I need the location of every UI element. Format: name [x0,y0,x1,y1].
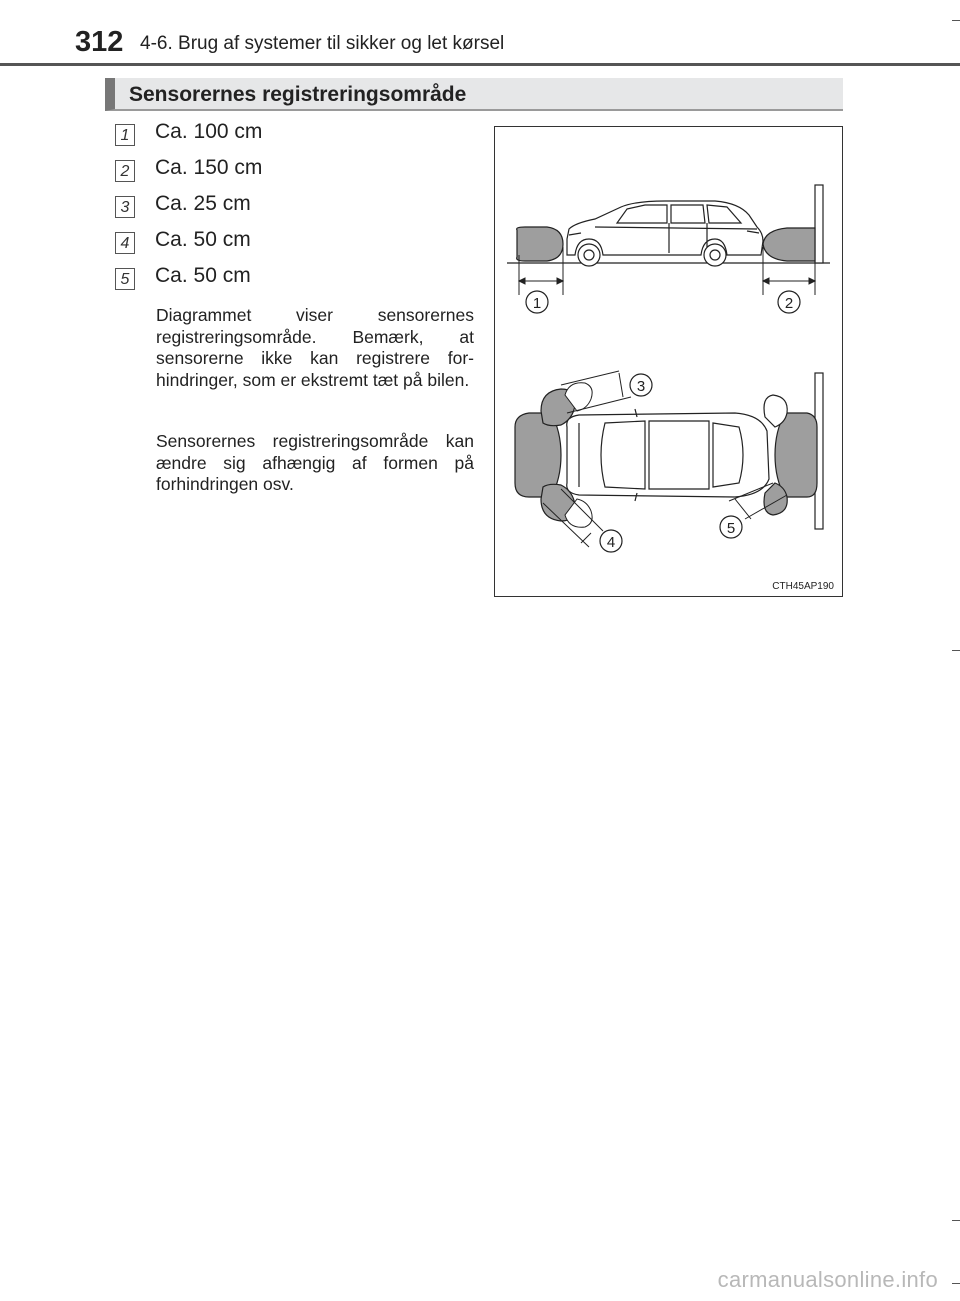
wall-side [815,185,823,263]
chapter-title: 4-6. Brug af systemer til sikker og let kørsel [140,33,505,54]
page-header [75,26,935,58]
item-number: 4 [115,232,135,254]
sensor-diagram [495,127,844,598]
crop-mark [952,1283,960,1284]
list-item [115,226,485,262]
car-top-view [567,409,769,501]
front-sensor-zone-side [763,228,815,261]
item-number: 3 [115,196,135,218]
list-item [115,190,485,226]
car-side-view [567,201,763,266]
range-list [115,118,485,298]
callout-2-label: 2 [784,295,794,312]
list-item [115,262,485,298]
figure-code: CTH45AP190 [772,581,834,592]
item-number: 2 [115,160,135,182]
item-text: Ca. 50 cm [155,264,251,287]
section-title: Sensorernes registreringsområde [129,83,467,106]
section-heading [105,78,843,111]
rear-sensor-zone-side [517,227,563,261]
callout-5-label: 5 [726,520,736,537]
crop-mark [952,20,960,21]
description-paragraph: Diagrammet viser sensorernes registreringsområde. Bemærk, at sensorerne ikke kan registrere for-hindringer, som er ekstremt tæt på bilen. [156,305,474,390]
callout-4-label: 4 [606,534,616,551]
list-item [115,118,485,154]
header-rule [0,63,960,66]
crop-mark [952,650,960,651]
item-number: 5 [115,268,135,290]
list-item [115,154,485,190]
front-center-sensor-zone [775,413,817,497]
sensor-range-figure [494,126,843,597]
item-text: Ca. 25 cm [155,192,251,215]
item-text: Ca. 150 cm [155,156,263,179]
crop-mark [952,1220,960,1221]
item-number: 1 [115,124,135,146]
note-paragraph: Sensorernes registreringsområde kan ændre sig afhængig af formen på forhindringen osv. [156,431,474,494]
page-number: 312 [75,26,124,58]
item-text: Ca. 50 cm [155,228,251,251]
callout-3-label: 3 [636,378,646,395]
watermark: carmanualsonline.info [717,1267,938,1292]
item-text: Ca. 100 cm [155,120,263,143]
callout-1-label: 1 [532,295,542,312]
